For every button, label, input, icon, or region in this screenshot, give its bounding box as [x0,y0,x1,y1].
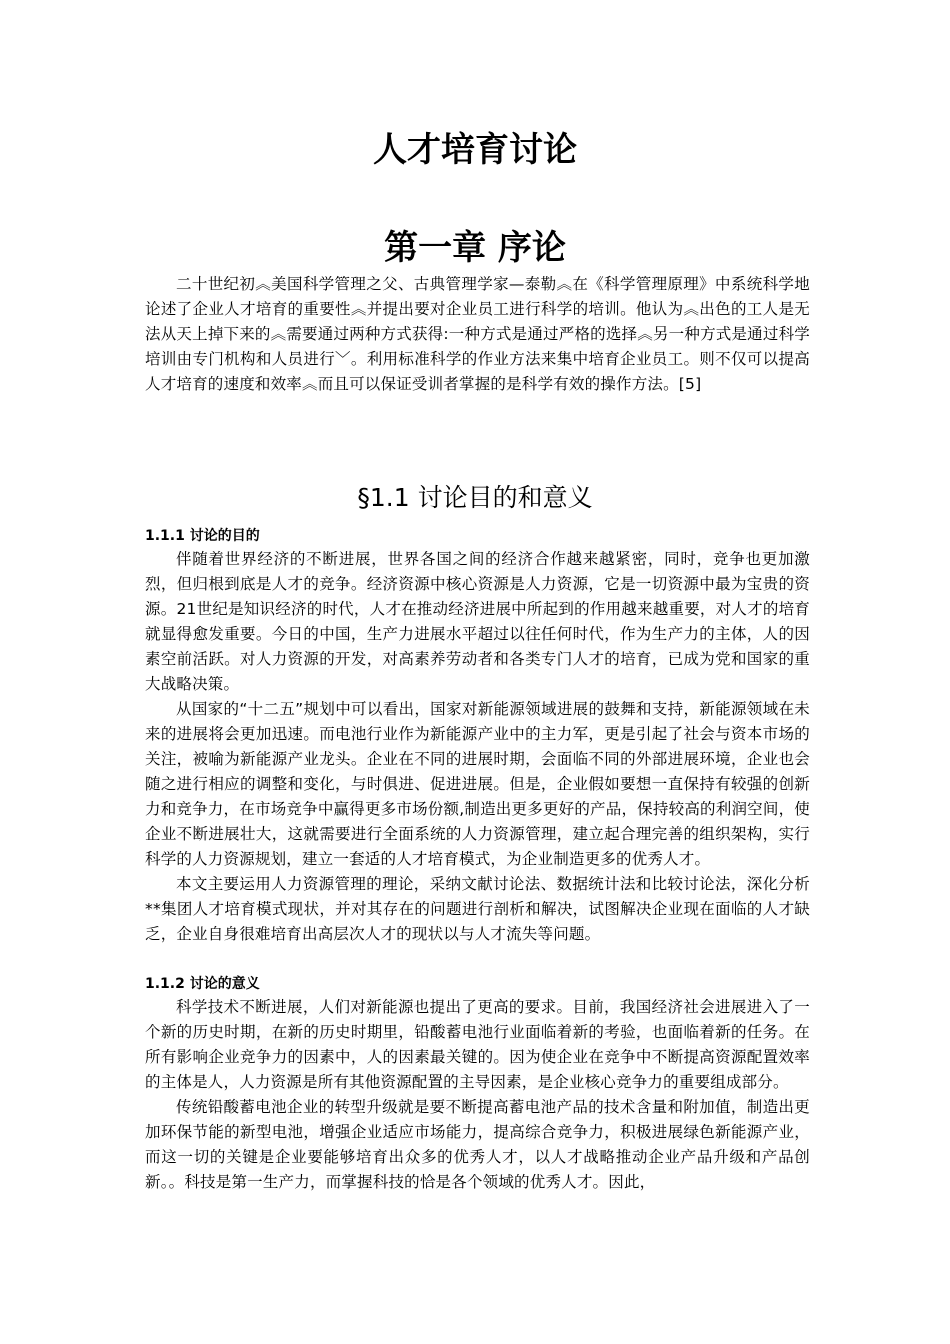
subsection-significance [145,973,810,1195]
body-paragraph: 本文主要运用人力资源管理的理论，采纳文献讨论法、数据统计法和比较讨论法，深化分析**集团人才培育模式现状，并对其存在的问题进行剖析和解决，试图解决企业现在面临的人才缺乏，企业自身很难培育出高层次人才的现状以与人才流失等问题。 [145,875,810,943]
chapter-intro [145,272,810,397]
body-paragraph: 科学技术不断进展，人们对新能源也提出了更高的要求。目前，我国经济社会进展进入了一个新的历史时期，在新的历史时期里，铅酸蓄电池行业面临着新的考验，也面临着新的任务。在所有影响企业竞争力的因素中，人的因素最关键的。因为使企业在竞争中不断提高资源配置效率的主体是人，人力资源是所有其他资源配置的主导因素，是企业核心竞争力的重要组成部分。 [145,998,810,1091]
document-title: 人才培育讨论 [373,130,577,170]
body-paragraph: 传统铅酸蓄电池企业的转型升级就是要不断提高蓄电池产品的技术含量和附加值，制造出更加环保节能的新型电池，增强企业适应市场能力，提高综合竞争力，积极进展绿色新能源产业，而这一切的关键是企业要能够培育出众多的优秀人才，以人才战略推动企业产品升级和产品创新。。科技是第一生产力，而掌握科技的恰是各个领域的优秀人才。因此， [145,1098,810,1191]
subsection-heading: 1.1.2 讨论的意义 [145,976,260,992]
subsection-heading: 1.1.1 讨论的目的 [145,528,260,544]
body-paragraph: 伴随着世界经济的不断进展，世界各国之间的经济合作越来越紧密，同时，竞争也更加激烈，但归根到底是人才的竞争。经济资源中核心资源是人力资源，它是一切资源中最为宝贵的资源。21世纪是知识经济的时代，人才在推动经济进展中所起到的作用越来越重要，对人才的培育就显得愈发重要。今日的中国，生产力进展水平超过以往任何时代，作为生产力的主体，人的因素空前活跃。对人力资源的开发，对高素养劳动者和各类专门人才的培育，已成为党和国家的重大战略决策。 [145,550,810,693]
body-paragraph: 从国家的“十二五”规划中可以看出，国家对新能源领域进展的鼓舞和支持，新能源领域在未来的进展将会更加迅速。而电池行业作为新能源产业中的主力军，更是引起了社会与资本市场的关注，被喻为新能源产业龙头。企业在不同的进展时期，会面临不同的外部进展环境，企业也会随之进行相应的调整和变化，与时俱进、促进进展。但是，企业假如要想一直保持有较强的创新力和竞争力，在市场竞争中赢得更多市场份额,制造出更多更好的产品，保持较高的利润空间，使企业不断进展壮大，这就需要进行全面系统的人力资源管理，建立起合理完善的组织架构，实行科学的人力资源规划，建立一套适的人才培育模式，为企业制造更多的优秀人才。 [145,700,810,868]
chapter-title: 第一章 序论 [384,228,566,268]
subsection-purpose [145,525,810,947]
section-title: §1.1 讨论目的和意义 [357,483,593,512]
intro-paragraph: 二十世纪初︽美国科学管理之父、古典管理学家—泰勒︽在《科学管理原理》中系统科学地论述了企业人才培育的重要性︽并提出要对企业员工进行科学的培训。他认为︽出色的工人是无法从天上掉下来的︽需要通过两种方式获得:一种方式是通过严格的选择︽另一种方式是通过科学培训由专门机构和人员进行﹀。利用标准科学的作业方法来集中培育企业员工。则不仅可以提高人才培育的速度和效率︽而且可以保证受训者掌握的是科学有效的操作方法。[5] [145,275,810,393]
